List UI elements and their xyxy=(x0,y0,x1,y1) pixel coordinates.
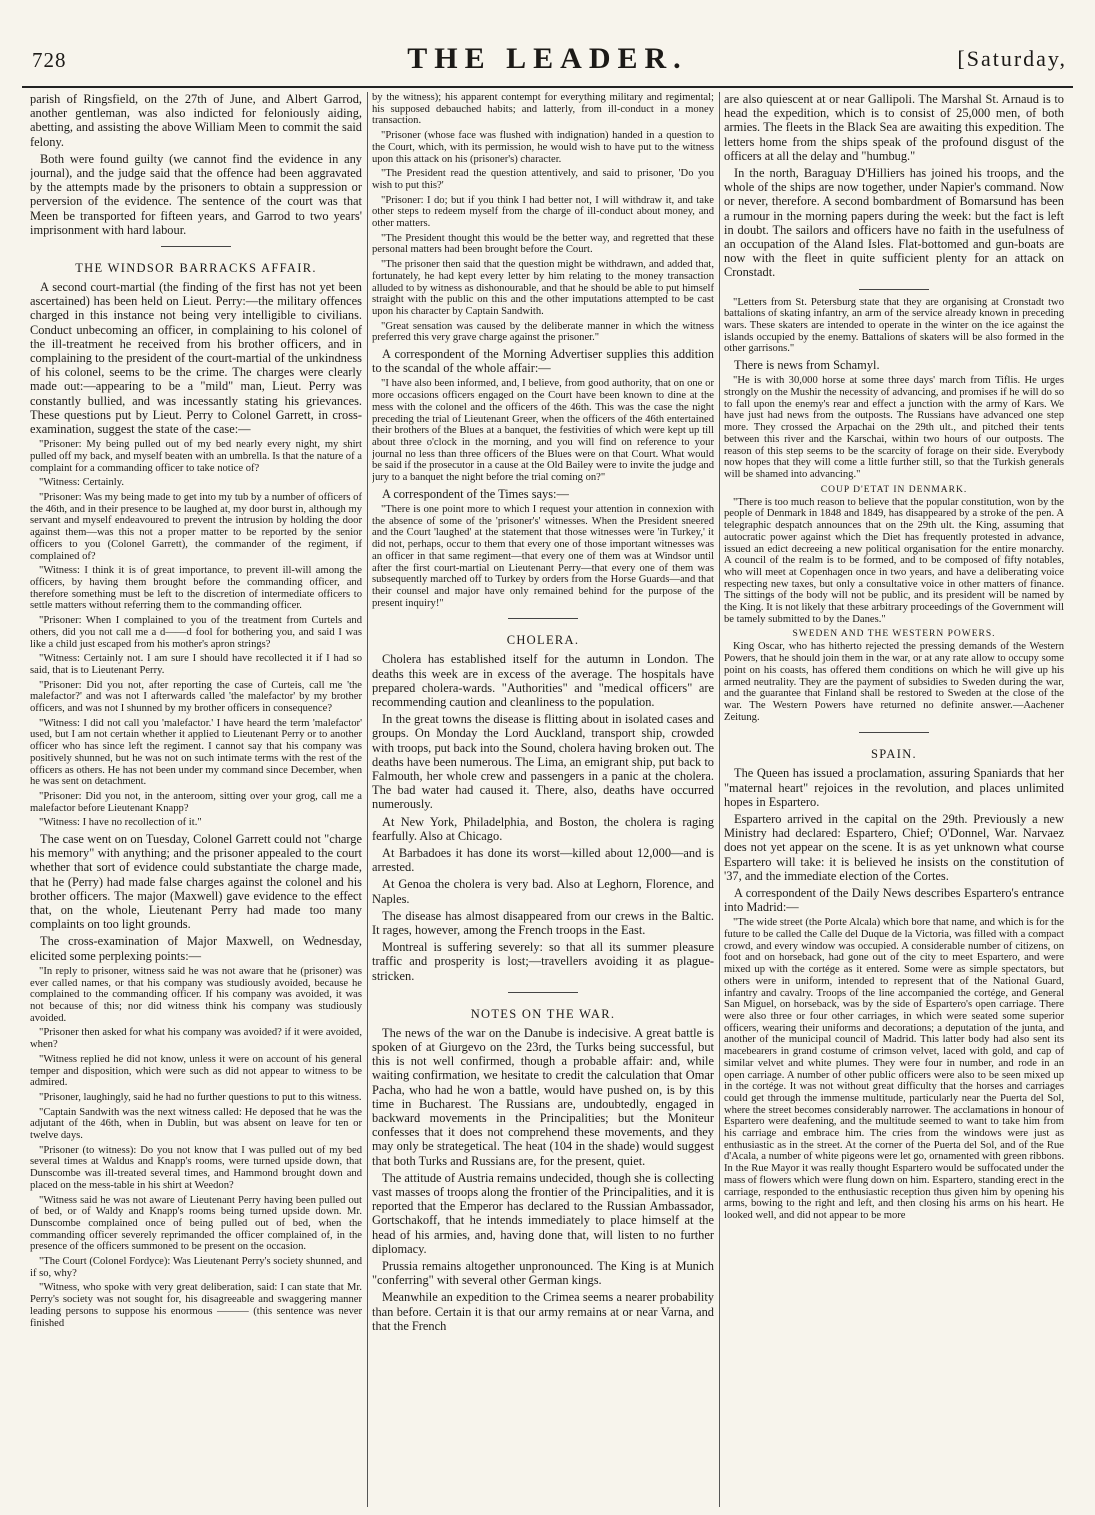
quote-paragraph: "Witness: I did not call you 'malefactor.' I have heard the term 'malefactor' used, but I am not certain whether it applied to Lieutenant Perry or to another officer who has since left the regiment. I cannot say that his company was positively shunned, but he was not on such intimate terms with the rest of the officers as others. He has not been under my command since December, when he was sent on detachment. xyxy=(30,717,362,788)
quote-paragraph: "Witness replied he did not know, unless it were on account of his general temper and disposition, which were such as did not appear to witness to be admired. xyxy=(30,1053,362,1089)
quote-paragraph: King Oscar, who has hitherto rejected the pressing demands of the Western Powers, that he should join them in the war, or at any rate allow to occupy some point on his coasts, has offered them conditions on which he will give up his armed neutrality. They are the payment of subsidies to Sweden during the war, and the guarantee that Finland shall be restored to Sweden at the close of the war. The Western Powers have returned no definite answer.—Aachener Zeitung. xyxy=(724,641,1064,723)
paragraph: The Queen has issued a proclamation, assuring Spaniards that her "maternal heart" rejoices in the revolution, and places unlimited hopes in Espartero. xyxy=(724,766,1064,809)
paragraph: There is news from Schamyl. xyxy=(734,358,880,373)
section-heading-war-notes: NOTES ON THE WAR. xyxy=(470,1006,616,1021)
paragraph: A correspondent of the Morning Advertiser supplies this addition to the scandal of the whole affair:— xyxy=(372,347,714,376)
quote-paragraph: "Witness, who spoke with very great deliberation, said: I can state that Mr. Perry's society was not sought for, his disagreeable and swaggering manner leading persons to suppose his enormous ——— (this sentence was never finished xyxy=(30,1282,362,1329)
quote-paragraph: "Witness: Certainly not. I am sure I should have recollected it if I had so said, that is to Lieutenant Perry. xyxy=(30,653,362,676)
quote-paragraph: "Prisoner: Was my being made to get into my tub by a number of officers of the 46th, and in their presence to be laughed at, my door burst in, although my servant and myself endeavoured to prevent the intrusion by holding the door against them—was this not a proper matter to be reported by the senior officers to you (Colonel Garrett), the commander of the regiment, if complained of? xyxy=(30,492,362,562)
paragraph: parish of Ringsfield, on the 27th of June, and Albert Garrod, another gentleman, was also indicted for feloniously aiding, abetting, and assisting the above William Meen to commit the said felony. xyxy=(30,92,362,149)
section-separator xyxy=(161,246,231,247)
quote-paragraph: "He is with 30,000 horse at some three days' march from Tiflis. He urges strongly on the Mushir the necessity of advancing, and promises if he will do so to fall upon the enemy's rear and effect a junction with the army of Kars. We have just had news from the outposts. The Russians have advanced one step more. They crossed the Arpachai on the 29th ult., and pitched their tents between this river and the Karschai, within two hours of our outposts. The reason of this step seems to be the scarcity of forage on their side. Everybody now hopes that they will come a little further still, so that the Turkish generals will be shamed into advancing." xyxy=(724,375,1064,480)
section-separator xyxy=(859,732,929,733)
paragraph: Meanwhile an expedition to the Crimea seems a nearer probability than before. Certain it is that our army remains at or near Varna, and that the French xyxy=(372,1290,714,1333)
quote-paragraph: "There is one point more to which I request your attention in connexion with the absence of some of the 'prisoner's' witnesses. When the President sneered and the Court 'laughed' at the statement that those witnesses were 'in Turkey,' it did not, perhaps, occur to them that every one of those important witnesses was an officer in that same regiment—that every one of them was at Windsor until after the first court-martial on Lieutenant Perry—that every one of them was subsequently marched off to Turkey by orders from the Horse Guards—and that their counsel and major have only remained behind for the purpose of the present inquiry!" xyxy=(372,504,714,609)
masthead xyxy=(22,34,1073,74)
paragraph: A correspondent of the Times says:— xyxy=(382,486,569,501)
quote-paragraph: "Prisoner: Did you not, in the anteroom, sitting over your grog, call me a malefactor before Lieutenant Knapp? xyxy=(30,790,362,814)
quote-paragraph: "In reply to prisoner, witness said he was not aware that he (prisoner) was ever called names, or that his company was studiously avoided, because he complained to the commanding officer. If his company was avoided, it was not because of this; nor did witness think his company was studiously avoided. xyxy=(30,965,362,1024)
quote-paragraph: "Prisoner, laughingly, said he had no further questions to put to this witness. xyxy=(39,1091,362,1103)
quote-paragraph: "Letters from St. Petersburg state that they are organising at Cronstadt two battalions of skating infantry, an arm of the service already known in preceding wars. These skaters are intended to operate in the winter on the ice against the islands occupied by the enemy. Battalions of skaters will be also formed in the other garrisons." xyxy=(724,296,1064,355)
paragraph: In the north, Baraguay D'Hilliers has joined his troops, and the whole of the ships are now together, under Napier's command. Now or never, therefore. A second bombardment of Bomarsund has been a rumour in the morning papers during the week: but the fact is left in doubt. The sailors and officers have no faith in the usefulness of an occupation of the Aland Isles. Flat-bottomed and gun-boats are now with the fleet in quite sufficient plenty for an attack on Cronstadt. xyxy=(724,166,1064,280)
quote-paragraph: "The Court (Colonel Fordyce): Was Lieutenant Perry's society shunned, and if so, why? xyxy=(30,1256,362,1279)
newspaper-title: THE LEADER. xyxy=(407,42,688,75)
header-rule xyxy=(22,86,1073,88)
quote-paragraph: "Witness: I have no recollection of it." xyxy=(39,817,202,829)
paragraph: A correspondent of the Daily News describes Espartero's entrance into Madrid:— xyxy=(724,885,1064,915)
quote-paragraph: "I have also been informed, and, I believe, from good authority, that on one or more occasions officers engaged on the Court have been known to dine at the mess with the colonel and the officers of the 46th. This was the case the night preceding the trial of Lieutenant Greer, when the officers of the 46th entertained their brothers of the Blues at a banquet, the festivities of which were kept up till about three o'clock in the morning, and you will find on reference to your journal no less than three officers of the Blues were on that Court. What would be said if the prosecutor in a cause at the Old Bailey were to invite the judge and jury to a banquet the night before the trial coming on?" xyxy=(372,378,714,484)
section-heading-spain: SPAIN. xyxy=(871,747,917,762)
quote-paragraph: "The President thought this would be the better way, and regretted that these personal matters had been brought before the Court. xyxy=(372,232,714,256)
paragraph: The news of the war on the Danube is indecisive. A great battle is spoken of at Giurgevo on the 23rd, the Turks being successful, but this is not well confirmed, though a probable affair: and, while waiting confirmation, we hesitate to credit the calculation that Omar Pacha, who had he won a battle, would have pushed on, is by this time in Bucharest. The Russians are, undoubtedly, engaged in backward movements in the Principalities; but the Moniteur confesses that it does not comprehend these movements, and they may only be strategetical. The heat (104 in the shade) would suggest that both Turks and Russians are, for the present, quiet. xyxy=(372,1025,714,1168)
quote-paragraph: "Prisoner: I do; but if you think I had better not, I will withdraw it, and take other steps to redeem myself from the charge of ill-conduct about money, and other matters. xyxy=(372,194,714,230)
paragraph: Montreal is suffering severely: so that all its summer pleasure traffic and prosperity is lost;—travellers avoiding it as plague-stricken. xyxy=(372,940,714,983)
section-heading-windsor: THE WINDSOR BARRACKS AFFAIR. xyxy=(75,261,317,276)
paragraph: Prussia remains altogether unpronounced. The King is at Munich "conferring" with several other German kings. xyxy=(372,1259,714,1288)
paragraph: A second court-martial (the finding of the first has not yet been ascertained) has been held on Lieut. Perry:—the military offences charged in this instance not being very intelligible to civilians. Conduct unbecoming an officer, in complaining to his colonel of the ill-treatment he received from his brother officers, and in complaining to the president of the court-martial of the unkindness of his colonel, seems to be the crime. The charges were clearly made out:—appearing to be a "mild" man, Lieut. Perry was constantly bullied, and was incessantly stating his grievances. These questions put by Lieut. Perry to Colonel Garrett, in cross-examination, suggest the state of the case:— xyxy=(30,280,362,437)
paragraph: Espartero arrived in the capital on the 29th. Previously a new Ministry had declared: Espartero, Chief; O'Donnel, War. Narvaez does not yet appear on the scene. It is as yet unknown what course Espartero will take: it is believed he insists on the constitution of '37, and the immediate election of the Cortes. xyxy=(724,811,1064,883)
section-separator xyxy=(508,992,578,993)
quote-paragraph: "Witness said he was not aware of Lieutenant Perry having been pulled out of bed, or of Waldy and Knapp's rooms being turned upside down. Mr. Dunscombe complained once of being pulled out of bed, when the commanding officer severely reprimanded the officer complained of, in the presence of the officers summoned to be present on the occasion. xyxy=(30,1194,362,1253)
column-3 xyxy=(724,92,1064,1507)
quote-paragraph: "Prisoner then asked for what his company was avoided? if it were avoided, when? xyxy=(30,1027,362,1051)
paragraph: At Genoa the cholera is very bad. Also at Leghorn, Florence, and Naples. xyxy=(372,877,714,906)
issue-day: [Saturday, xyxy=(957,46,1067,71)
section-heading-cholera: CHOLERA. xyxy=(506,633,580,648)
section-separator xyxy=(859,289,929,290)
column-1 xyxy=(30,92,362,1507)
page-number: 728 xyxy=(32,48,67,72)
paragraph: The disease has almost disappeared from our crews in the Baltic. It rages, however, among the French troops in the East. xyxy=(372,908,714,937)
paragraph: are also quiescent at or near Gallipoli. The Marshal St. Arnaud is to head the expedition, which is to consist of 25,000 men, of both armies. The fleets in the Black Sea are awaiting this expedition. The letters home from the ships speak of the profound disgust of the officers at all the delay and "humbug." xyxy=(724,92,1064,163)
quote-paragraph: "The prisoner then said that the question might be withdrawn, and added that, fortunately, he had kept every letter by him relating to the money transaction alluded to by witness as dishonourable, and that he should be able to put himself straight with the public on this and the other imputations attempted to be cast upon his character by Captain Sandwith. xyxy=(372,259,714,317)
column-divider xyxy=(719,92,720,1507)
quote-paragraph: "Prisoner (to witness): Do you not know that I was pulled out of my bed several times at Waldus and Knapp's rooms, were turned upside down, that Dunscombe was ill-treated several times, and Hammond brought down and placed on the mess-table in his shirt at Weedon? xyxy=(30,1144,362,1191)
column-divider xyxy=(367,92,368,1507)
quote-paragraph: "Prisoner: Did you not, after reporting the case of Curteis, call me 'the malefactor?' and was not I afterwards called 'the malefactor' by my brother officers, and was not I shunned by my brother officers in consequence? xyxy=(30,679,362,715)
paragraph: At Barbadoes it has done its worst—killed about 12,000—and is arrested. xyxy=(372,845,714,875)
quote-paragraph: by the witness); his apparent contempt for everything military and regimental; his supposed debauched habits; and latterly, from ill-conduct in a money transaction. xyxy=(372,92,714,127)
section-separator xyxy=(508,618,578,619)
subheading-sweden: SWEDEN AND THE WESTERN POWERS. xyxy=(792,629,996,640)
paragraph: The case went on on Tuesday, Colonel Garrett could not "charge his memory" with anything; and the prisoner appealed to the court whether that sort of evidence could substantiate the charge made, that he (Perry) had made false charges against the colonel and his brother officers. The major (Maxwell) gave evidence to the effect that, on the whole, Lieutenant Perry had made too many complaints on too light grounds. xyxy=(30,832,362,932)
quote-paragraph: "Great sensation was caused by the deliberate manner in which the witness preferred this very grave charge against the prisoner." xyxy=(372,320,714,344)
paragraph: In the great towns the disease is flitting about in isolated cases and groups. On Monday the Lord Auckland, transport ship, crowded with troops, put back into the Sound, cholera having broken out. The deaths have been numerous. The Lima, an emigrant ship, put back to Falmouth, her whole crew and passengers in a panic at the cholera. The bad water had caused it. There, also, deaths have occurred numerously. xyxy=(372,712,714,812)
quote-paragraph: "Witness: Certainly. xyxy=(39,477,125,489)
paragraph: The attitude of Austria remains undecided, though she is collecting vast masses of troops along the frontier of the Principalities, and it is reported that the Emperor has declared to the Russian Ambassador, Gortschakoff, that he intends immediately to place himself at the head of his armies, and, having done that, will listen to no further diplomacy. xyxy=(372,1170,714,1256)
paragraph: The cross-examination of Major Maxwell, on Wednesday, elicited some perplexing points:— xyxy=(30,934,362,963)
quote-paragraph: "The wide street (the Porte Alcala) which bore that name, and which is for the future to be called the Calle del Duque de la Victoria, was filled with a compact crowd, and every window was occupied. A considerable number of citizens, on foot and on horseback, had gone out of the city to meet Espartero, and were mixed up with the cortége as it entered. Some were as simple spectators, but others were in uniform, intended to represent that of the National Guard, infantry and cavalry. Troops of the line accompanied the cortége, and General San Miguel, on horseback, was by the side of Espartero's open carriage. There were also three or four other carriages, in which were seated some superior officers, wearing their uniforms and decorations; a deputation of the junta, and another of the municipal council of Madrid. This latter body had also sent its macebearers in grand costume of crimson velvet, laced with gold, and cap of similar velvet and white plumes. They were four in number, and rode in an open carriage. A number of other public officers were also to be seen mixed up in the cortége. It was not without great difficulty that the horses and carriages could get through the immense multitude, particularly near the Puerta del Sol, where the street becomes considerably narrower. The acclamations in honour of Espartero were deafening, and the multitude seemed to want to take him from his carriage and embrace him. The cries from the windows were just as enthusiastic as in the street. At the corner of the Puerta del Sol, and of the Rue d'Acala, a number of white pigeons were let go, ornamented with green ribbons. In the Rue Mayor it was really thought Espartero would be suffocated under the mass of flowers which were flung down on him. Espartero, standing erect in the carriage, responded to the enthusiastic reception thus given him by opening his arms, bowing to the right and left, and then closing his arms on his heart. He looked well, and did not appear to be more xyxy=(724,917,1064,1221)
column-2 xyxy=(372,92,714,1507)
quote-paragraph: "Captain Sandwith was the next witness called: He deposed that he was the adjutant of the 46th, when in Dublin, but was absent on leave for ten or twelve days. xyxy=(30,1106,362,1142)
paragraph: Cholera has established itself for the autumn in London. The deaths this week are in excess of the average. The hospitals have prepared cholera-wards. "Authorities" and "medical officers" are recommending caution and cleanliness to the population. xyxy=(372,652,714,709)
paragraph: Both were found guilty (we cannot find the evidence in any journal), and the judge said that the offence had been aggravated by the attempts made by the prisoners to obtain a suppression or perversion of the evidence. The sentence of the court was that Meen be transported for fifteen years, and Garrod to two years' imprisonment with hard labour. xyxy=(30,151,362,237)
subheading-denmark: COUP D'ETAT IN DENMARK. xyxy=(820,484,968,495)
quote-paragraph: "Prisoner: My being pulled out of my bed nearly every night, my shirt pulled off my back, and myself beaten with an umbrella. Is that the nature of a complaint for a commanding officer to take notice of? xyxy=(30,439,362,474)
quote-paragraph: "The President read the question attentively, and said to prisoner, 'Do you wish to put this?' xyxy=(372,168,714,191)
quote-paragraph: "Prisoner: When I complained to you of the treatment from Curtels and others, did you not call me a d——d fool for bothering you, and said I was like a child just escaped from his mother's apron strings? xyxy=(30,615,362,650)
quote-paragraph: "Witness: I think it is of great importance, to prevent ill-will among the officers, by having them brought before the commanding officer, and therefore something must be left to the discretion of intermediate officers to settle matters without referring them to the commanding officer. xyxy=(30,565,362,612)
paragraph: At New York, Philadelphia, and Boston, the cholera is raging fearfully. Also at Chicago. xyxy=(372,814,714,843)
quote-paragraph: "There is too much reason to believe that the popular constitution, won by the people of Denmark in 1848 and 1849, has disappeared by a stroke of the pen. A telegraphic despatch announces that on the 29th ult. the King, assuming that autocratic power against which the Diet has frequently protested in advance, issued an edict decreeing a new political organisation for the entire monarchy. A council of the realm is to be formed, and to be composed of fifty notables, who will meet at Copenhagen once in two years, and have a deliberating voice respecting new taxes, but only a consultative voice in other matters of finance. The sittings of the body will not be public, and its president will be named by the King. It is not likely that these arbitrary proceedings of the Government will be tamely submitted to by the Danes." xyxy=(724,496,1064,625)
quote-paragraph: "Prisoner (whose face was flushed with indignation) handed in a question to the Court, which, with its permission, he would wish to have put to the witness upon this attack on his (prisoner's) character. xyxy=(372,130,714,165)
